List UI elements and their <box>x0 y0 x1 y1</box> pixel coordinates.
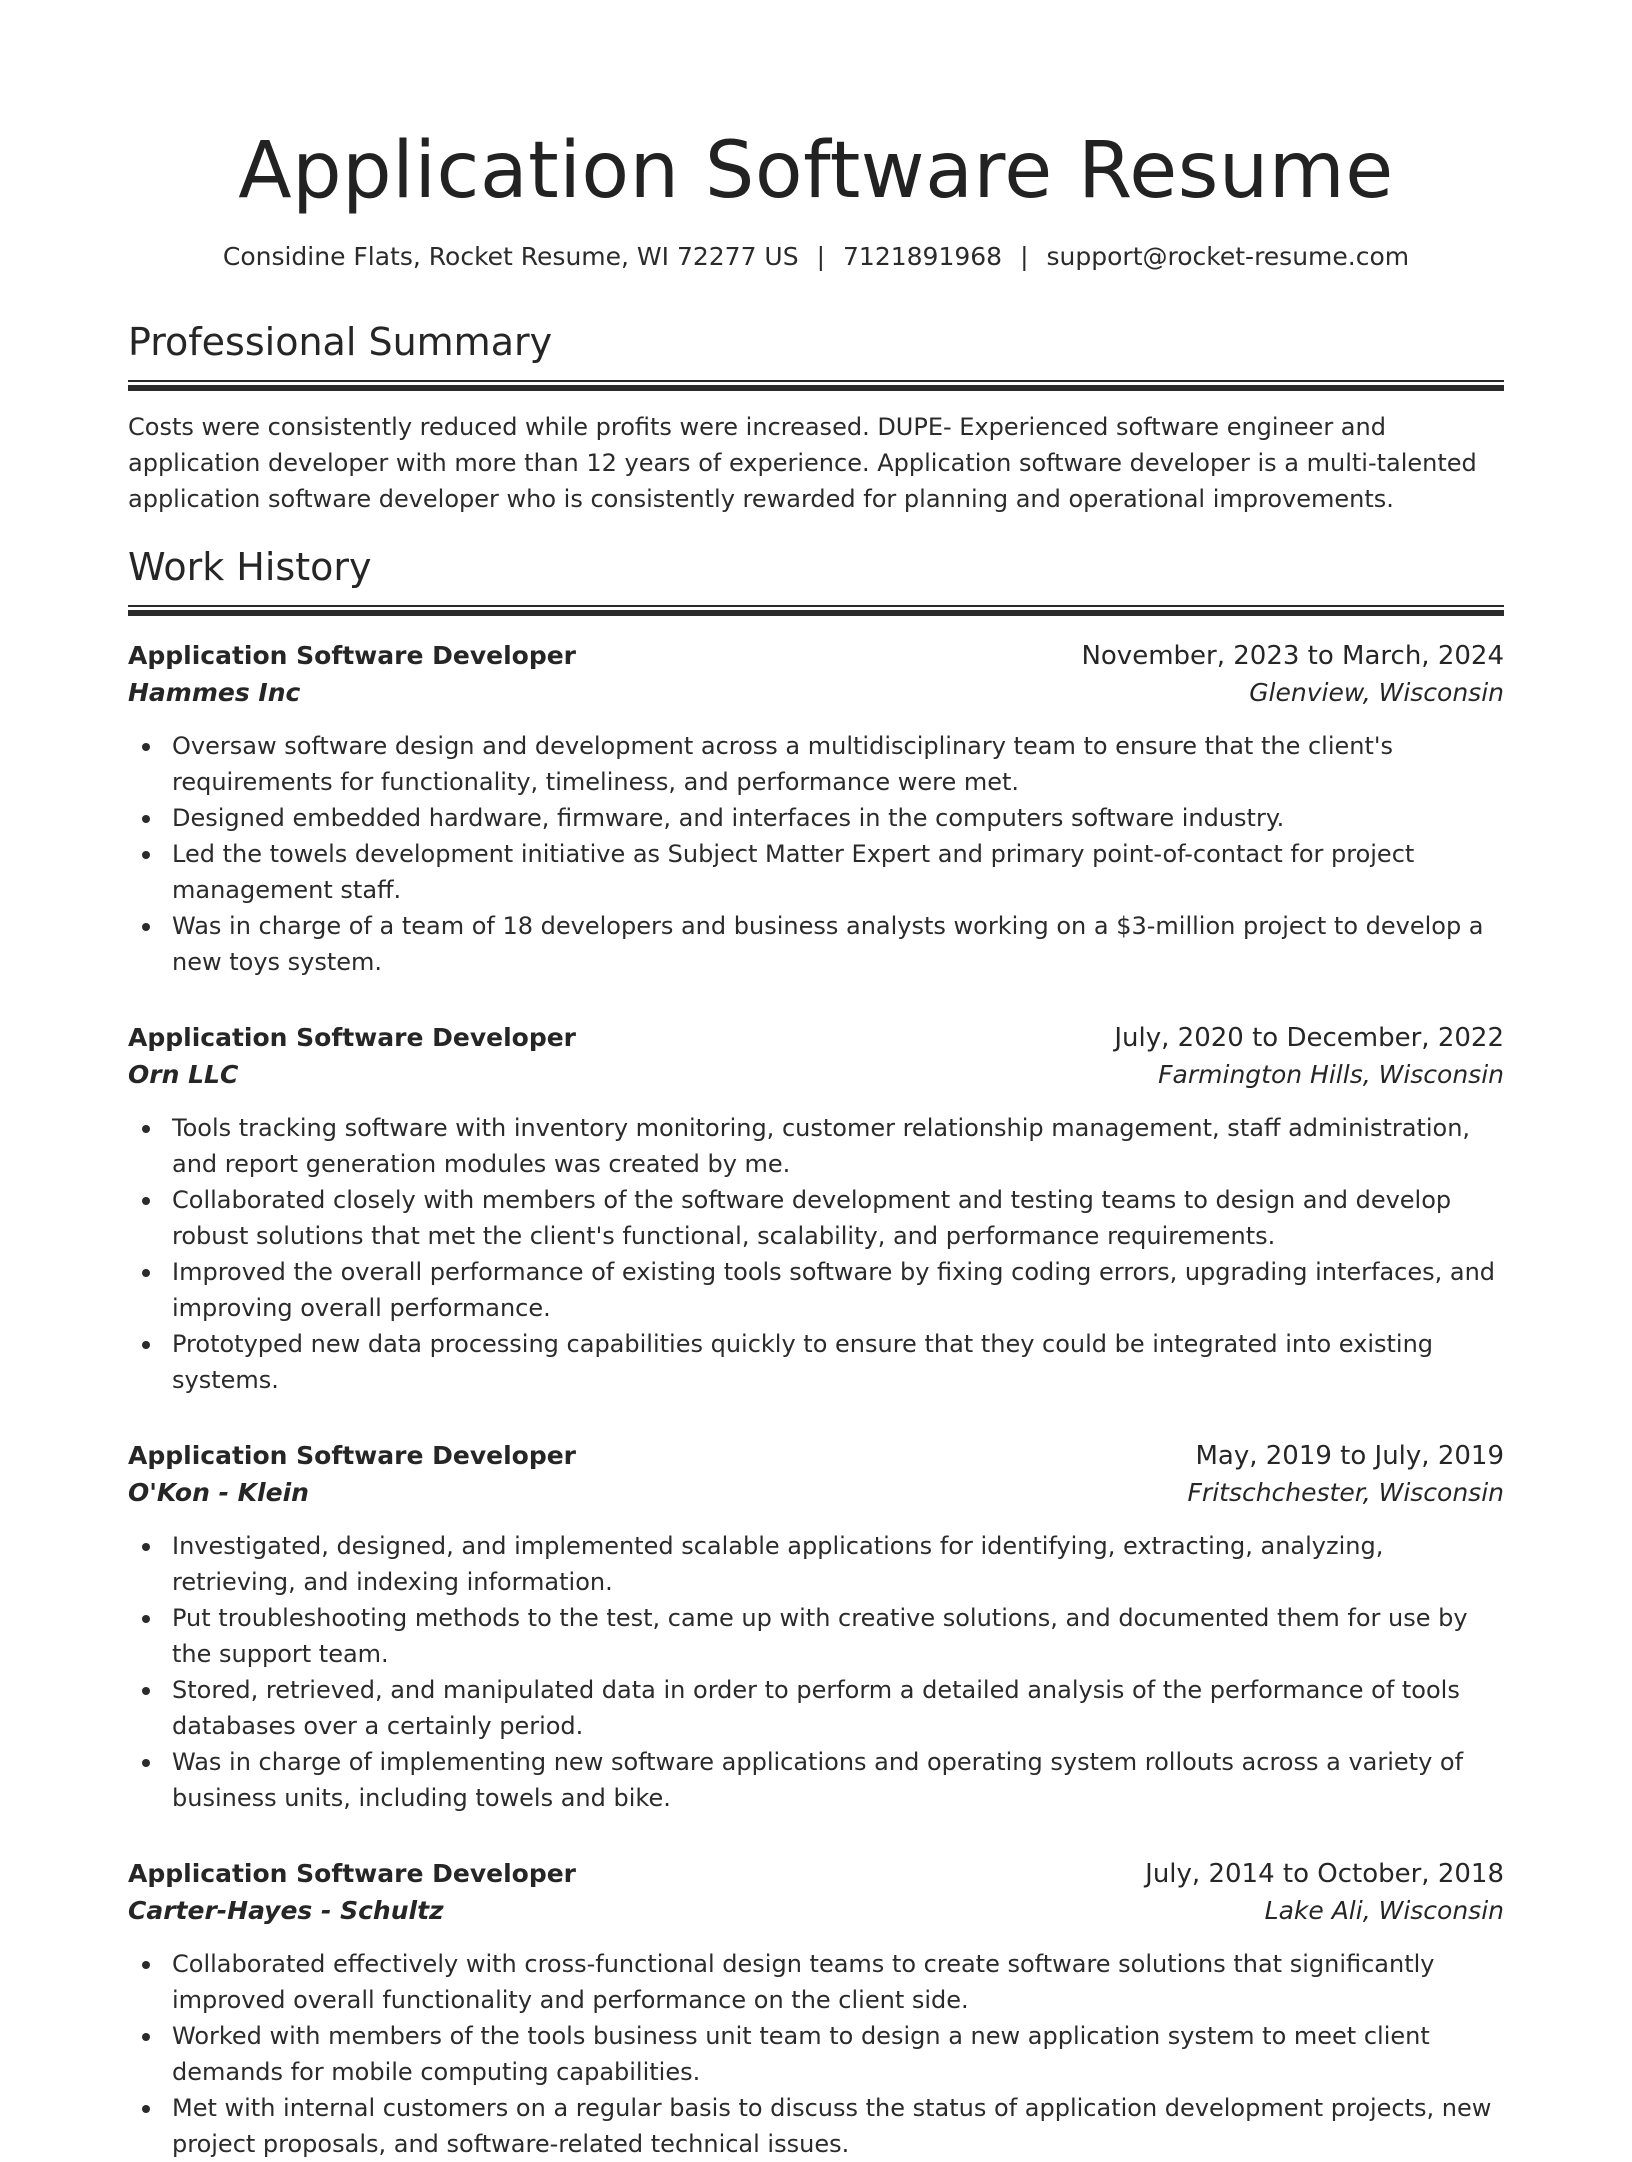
section-divider <box>128 380 1504 391</box>
job-bullet: Led the towels development initiative as Subject Matter Expert and primary point-of-contact for project management staff. <box>172 836 1504 908</box>
job-bullet-list <box>128 728 1504 980</box>
job-bullet: Was in charge of a team of 18 developers and business analysts working on a $3-million project to develop a new toys system. <box>172 908 1504 980</box>
job-company-row <box>128 1892 1504 1930</box>
job-title: Application Software Developer <box>128 1023 577 1052</box>
contact-separator: | <box>816 242 826 271</box>
section-heading-summary: Professional Summary <box>128 320 553 364</box>
job-bullet: Worked with members of the tools business unit team to design a new application system to meet client demands for mobile computing capabilities. <box>172 2018 1504 2090</box>
job-title: Application Software Developer <box>128 1441 577 1470</box>
job-company-row <box>128 674 1504 712</box>
job-company: Orn LLC <box>128 1060 239 1089</box>
job-company-row <box>128 1474 1504 1512</box>
job-location: Glenview, Wisconsin <box>1249 678 1504 707</box>
job-dates: July, 2020 to December, 2022 <box>1114 1023 1504 1053</box>
job-bullet: Put troubleshooting methods to the test, came up with creative solutions, and documented them for use by the support team. <box>172 1600 1504 1672</box>
contact-line <box>128 240 1504 274</box>
job-bullet: Improved the overall performance of existing tools software by fixing coding errors, upgrading interfaces, and improving overall performance. <box>172 1254 1504 1326</box>
job-bullet: Collaborated effectively with cross-functional design teams to create software solutions that significantly improved overall functionality and performance on the client side. <box>172 1946 1504 2018</box>
contact-email: support@rocket-resume.com <box>1046 242 1410 271</box>
job-company-row <box>128 1056 1504 1094</box>
job-bullet: Investigated, designed, and implemented scalable applications for identifying, extracting, analyzing, retrieving, and indexing information. <box>172 1528 1504 1600</box>
job-dates: November, 2023 to March, 2024 <box>1081 641 1504 671</box>
job-company: Hammes Inc <box>128 678 301 707</box>
job-bullet: Stored, retrieved, and manipulated data in order to perform a detailed analysis of the performance of tools databases over a certainly period. <box>172 1672 1504 1744</box>
job-bullet: Tools tracking software with inventory monitoring, customer relationship management, staff administration, and report generation modules was created by me. <box>172 1110 1504 1182</box>
section-divider <box>128 605 1504 616</box>
job-bullet-list <box>128 1528 1504 1816</box>
job-title: Application Software Developer <box>128 641 577 670</box>
job-entry <box>128 1856 1504 2162</box>
job-dates: July, 2014 to October, 2018 <box>1145 1859 1504 1889</box>
job-bullet: Collaborated closely with members of the software development and testing teams to design and develop robust solutions that met the client's functional, scalability, and performance requirements. <box>172 1182 1504 1254</box>
job-bullet-list <box>128 1110 1504 1398</box>
job-bullet: Prototyped new data processing capabilities quickly to ensure that they could be integrated into existing systems. <box>172 1326 1504 1398</box>
summary-text: Costs were consistently reduced while profits were increased. DUPE- Experienced software engineer and application developer with more than 12 years of experience. Application software developer is a multi-talented application software developer who is consistently rewarded for planning and operational improvements. <box>128 413 1477 513</box>
job-location: Fritschchester, Wisconsin <box>1187 1478 1504 1507</box>
job-bullet: Oversaw software design and development across a multidisciplinary team to ensure that the client's requirements for functionality, timeliness, and performance were met. <box>172 728 1504 800</box>
job-header-row <box>128 638 1504 674</box>
contact-address: Considine Flats, Rocket Resume, WI 72277 US <box>222 242 799 271</box>
job-bullet-list <box>128 1946 1504 2162</box>
job-title: Application Software Developer <box>128 1859 577 1888</box>
job-entry <box>128 1438 1504 1816</box>
resume-page <box>128 0 1504 2162</box>
job-location: Farmington Hills, Wisconsin <box>1158 1060 1504 1089</box>
work-history-list <box>128 638 1504 2162</box>
job-bullet: Was in charge of implementing new software applications and operating system rollouts across a variety of business units, including towels and bike. <box>172 1744 1504 1816</box>
job-bullet: Designed embedded hardware, firmware, and interfaces in the computers software industry. <box>172 800 1504 836</box>
contact-separator: | <box>1020 242 1029 271</box>
job-dates: May, 2019 to July, 2019 <box>1195 1441 1504 1471</box>
job-entry <box>128 1020 1504 1398</box>
job-header-row <box>128 1438 1504 1474</box>
job-header-row <box>128 1020 1504 1056</box>
resume-title: Application Software Resume <box>238 126 1394 216</box>
job-company: Carter-Hayes - Schultz <box>128 1896 444 1925</box>
job-header-row <box>128 1856 1504 1892</box>
job-company: O'Kon - Klein <box>128 1478 309 1507</box>
section-heading-work-history: Work History <box>128 545 372 589</box>
contact-phone: 7121891968 <box>843 242 1003 271</box>
job-location: Lake Ali, Wisconsin <box>1264 1896 1504 1925</box>
job-bullet: Met with internal customers on a regular basis to discuss the status of application development projects, new project proposals, and software-related technical issues. <box>172 2090 1504 2162</box>
job-entry <box>128 638 1504 980</box>
